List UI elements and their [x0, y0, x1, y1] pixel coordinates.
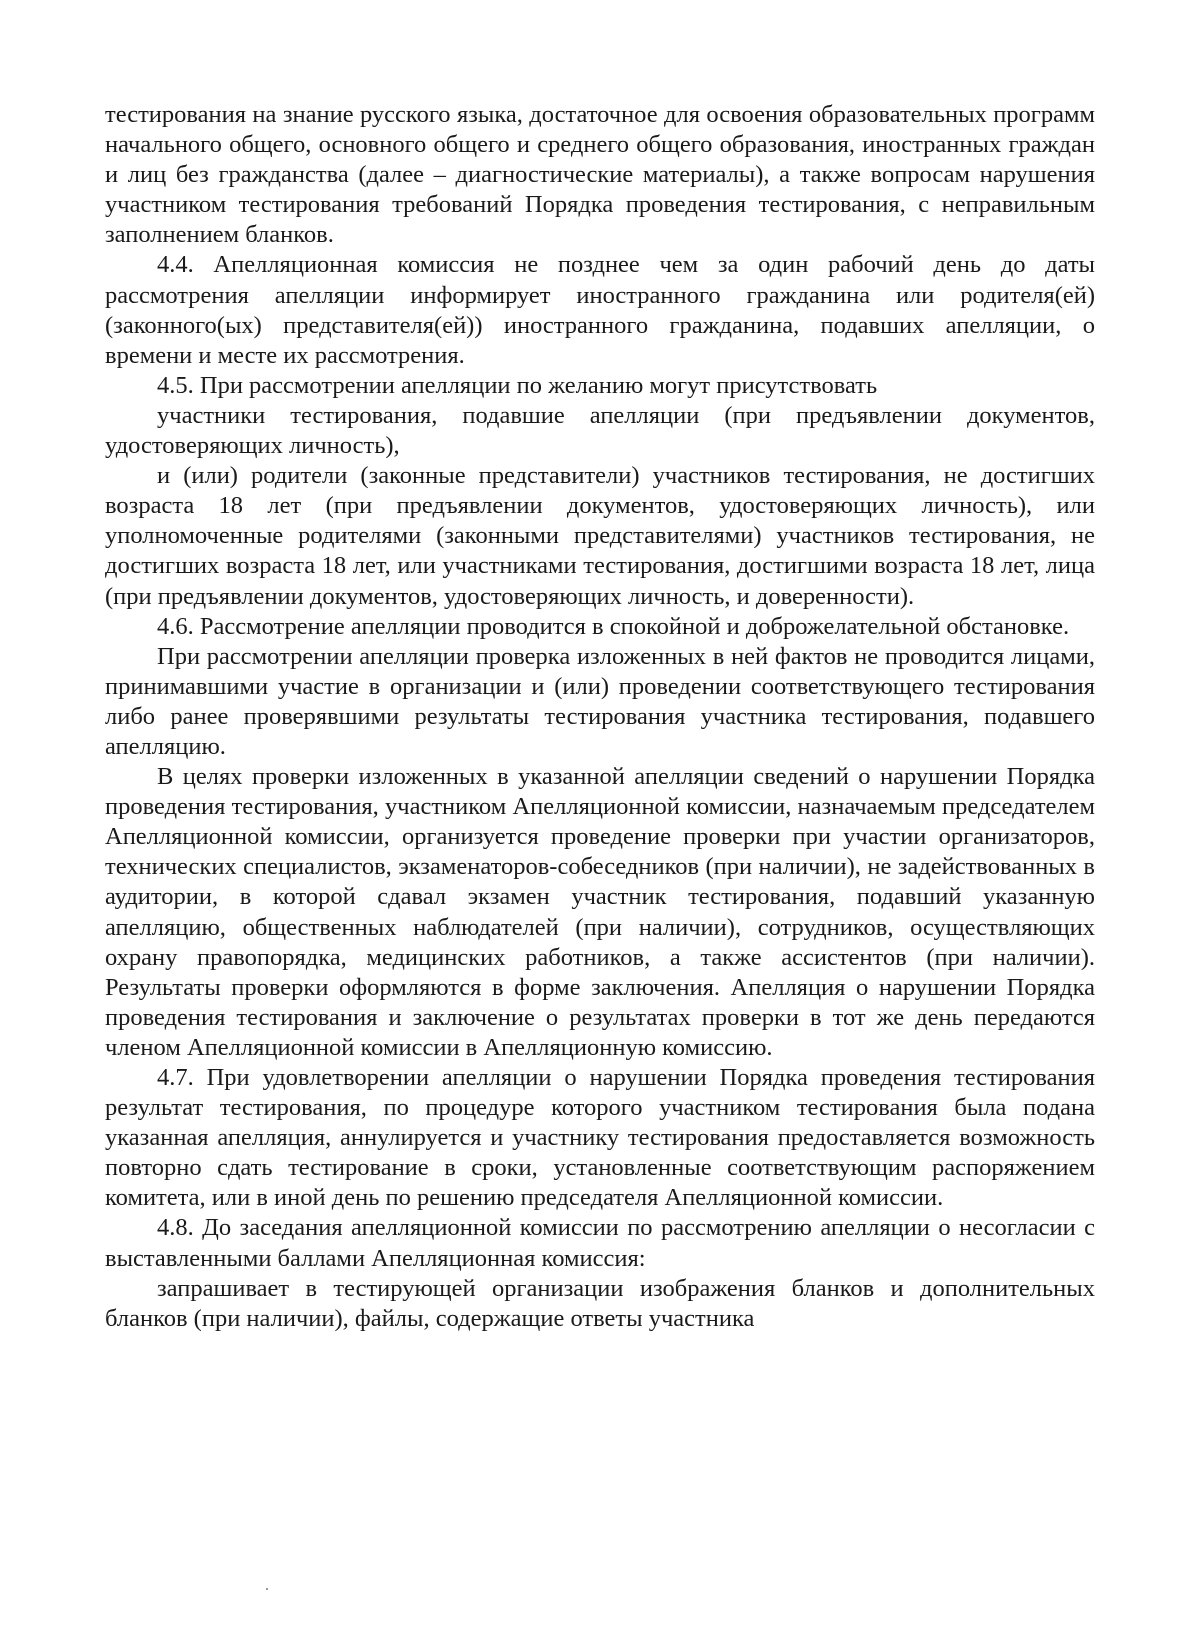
- paragraph-continuation: тестирования на знание русского языка, достаточное для освоения образовательных программ начального общего, основного общего и среднего общего образования, иностранных граждан и лиц без гражданства (далее – диагностические материалы), а также вопросам нарушения участником тестирования требований Порядка проведения тестирования, с неправильным заполнением бланков.: [105, 101, 1095, 249]
- paragraph-4-5-item-participants: участники тестирования, подавшие апелляции (при предъявлении документов, удостоверяющих личность),: [105, 401, 1095, 460]
- paragraph-4-5: 4.5. При рассмотрении апелляции по желанию могут присутствовать: [157, 371, 878, 399]
- scan-speck: [266, 1588, 268, 1590]
- paragraph-4-6: 4.6. Рассмотрение апелляции проводится в спокойной и доброжелательной обстановке.: [157, 612, 1070, 640]
- paragraph-4-4: 4.4. Апелляционная комиссия не позднее чем за один рабочий день до даты рассмотрения апелляции информирует иностранного гражданина или родителя(ей) (законного(ых) представителя(ей)) иностранного гражданина, подавших апелляции, о времени и месте их рассмотрения.: [105, 251, 1095, 369]
- paragraph-4-5-item-parents: и (или) родители (законные представители) участников тестирования, не достигших возраста 18 лет (при предъявлении документов, удостоверяющих личность), или уполномоченные родителями (законными представителями) участников тестирования, не достигших возраста 18 лет, или участниками тестирования, достигшими возраста 18 лет, лица (при предъявлении документов, удостоверяющих личность, и доверенности).: [105, 462, 1095, 610]
- paragraph-4-7: 4.7. При удовлетворении апелляции о нарушении Порядка проведения тестирования результат тестирования, по процедуре которого участником тестирования была подана указанная апелляция, аннулируется и участнику тестирования предоставляется возможность повторно сдать тестирование в сроки, установленные соответствующим распоряжением комитета, или в иной день по решению председателя Апелляционной комиссии.: [105, 1064, 1095, 1212]
- document-page: [105, 100, 1095, 1334]
- paragraph-4-8-item-request: запрашивает в тестирующей организации изображения бланков и дополнительных бланков (при наличии), файлы, содержащие ответы участника: [105, 1274, 1095, 1332]
- paragraph-4-6-verification: При рассмотрении апелляции проверка изложенных в ней фактов не проводится лицами, принимавшими участие в организации и (или) проведении соответствующего тестирования либо ранее проверявшими результаты тестирования участника тестирования, подавшего апелляцию.: [105, 642, 1095, 760]
- paragraph-4-6-check: В целях проверки изложенных в указанной апелляции сведений о нарушении Порядка проведения тестирования, участником Апелляционной комиссии, назначаемым председателем Апелляционной комиссии, организуется проведение проверки при участии организаторов, технических специалистов, экзаменаторов-собеседников (при наличии), не задействованных в аудитории, в которой сдавал экзамен участник тестирования, подавший указанную апелляцию, общественных наблюдателей (при наличии), сотрудников, осуществляющих охрану правопорядка, медицинских работников, а также ассистентов (при наличии). Результаты проверки оформляются в форме заключения. Апелляция о нарушении Порядка проведения тестирования и заключение о результатах проверки в тот же день передаются членом Апелляционной комиссии в Апелляционную комиссию.: [105, 763, 1095, 1061]
- paragraph-4-8: 4.8. До заседания апелляционной комиссии по рассмотрению апелляции о несогласии с выставленными баллами Апелляционная комиссия:: [105, 1214, 1095, 1272]
